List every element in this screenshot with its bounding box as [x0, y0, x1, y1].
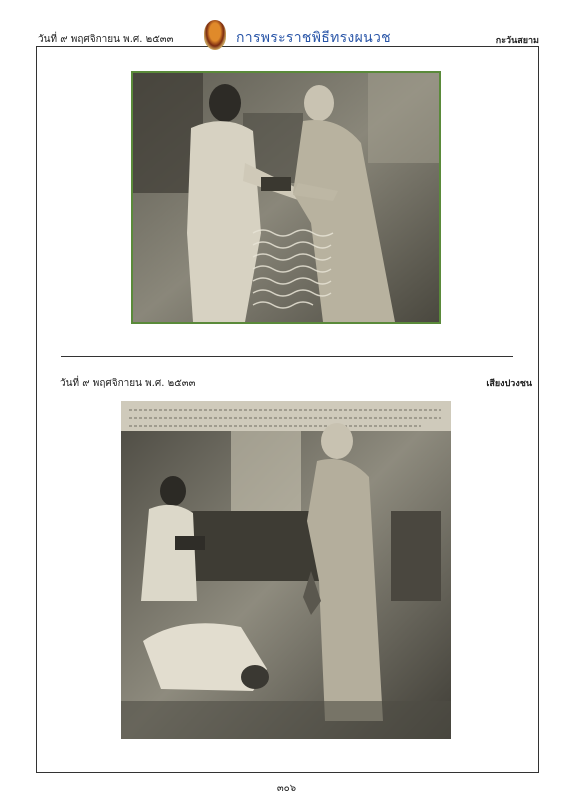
clip-2-date: วันที่ ๙ พฤศจิกายน พ.ศ. ๒๕๓๓ [60, 378, 196, 389]
news-photo-1 [131, 71, 441, 324]
header-date: วันที่ ๙ พฤศจิกายน พ.ศ. ๒๕๓๓ [38, 34, 174, 45]
page-title: การพระราชพิธีทรงผนวช [236, 30, 391, 46]
header-source: กะวันสยาม [495, 36, 539, 46]
clip-2-source: เสียงปวงชน [486, 379, 532, 389]
section-divider [61, 356, 513, 357]
news-photo-2 [121, 401, 451, 739]
royal-emblem-icon [204, 20, 226, 50]
page-number: ๓๐๖ [276, 783, 297, 794]
